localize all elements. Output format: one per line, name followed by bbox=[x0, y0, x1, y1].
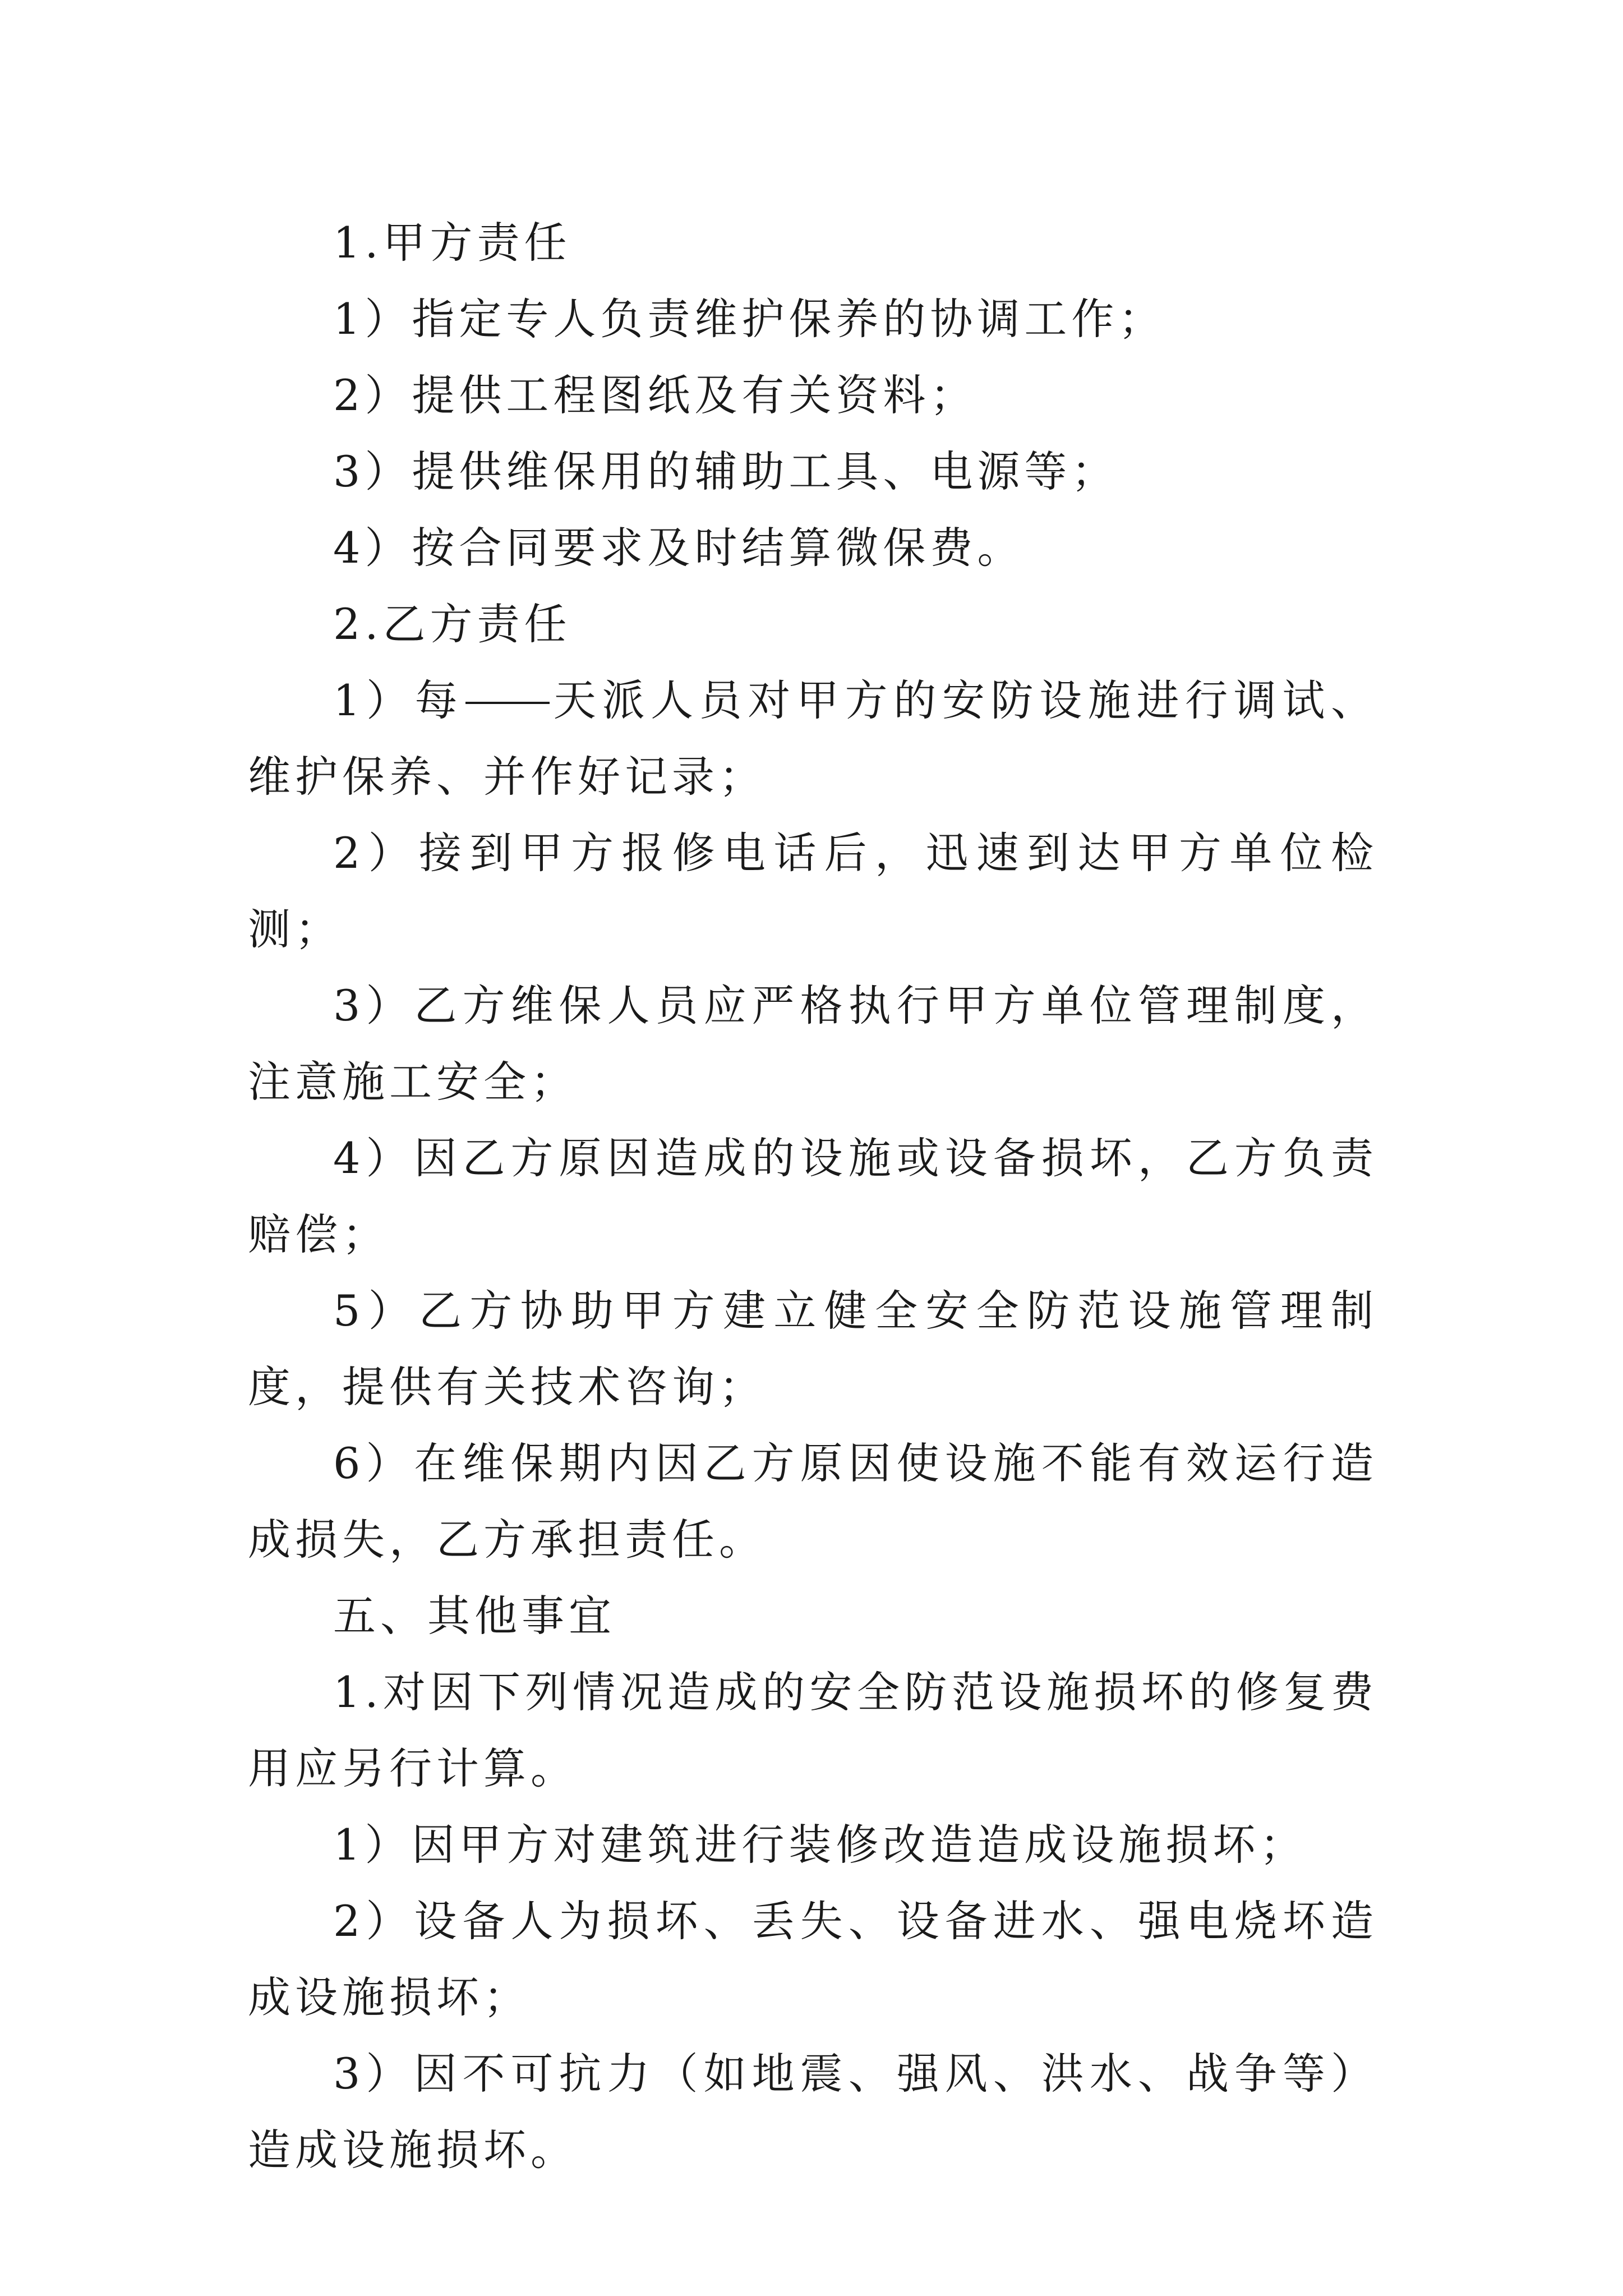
list-item: 3）因不可抗力（如地震、强风、洪水、战争等）造成设施损坏。 bbox=[248, 2049, 1378, 2175]
document-body bbox=[248, 205, 1378, 2188]
list-item: 6）在维保期内因乙方原因使设施不能有效运行造成损失，乙方承担责任。 bbox=[248, 1438, 1378, 1565]
list-item: 4）按合同要求及时结算微保费。 bbox=[333, 523, 1025, 573]
list-item: 1.对因下列情况造成的安全防范设施损坏的修复费用应另行计算。 bbox=[248, 1667, 1378, 1793]
list-item-text-before-blank: 1）每 bbox=[333, 675, 464, 725]
list-item: 1）指定专人负责维护保养的协调工作； bbox=[333, 294, 1166, 344]
list-item: 3）提供维保用的辅助工具、电源等； bbox=[333, 447, 1119, 496]
list-item: 3）乙方维保人员应严格执行甲方单位管理制度，注意施工安全； bbox=[248, 981, 1378, 1107]
list-item: 2）设备人为损坏、丢失、设备进水、强电烧坏造成设施损坏； bbox=[248, 1896, 1378, 2022]
list-item: 2）提供工程图纸及有关资料； bbox=[333, 370, 978, 420]
fill-in-blank bbox=[465, 700, 550, 704]
list-item-with-blank bbox=[248, 662, 1378, 815]
list-item: 4）因乙方原因造成的设施或设备损坏，乙方负责赔偿； bbox=[248, 1133, 1378, 1259]
section-heading-party-a: 1.甲方责任 bbox=[333, 218, 571, 268]
list-item: 2）接到甲方报修电话后，迅速到达甲方单位检测； bbox=[248, 828, 1378, 954]
section-heading-party-b: 2.乙方责任 bbox=[333, 599, 571, 649]
list-item: 5）乙方协助甲方建立健全安全防范设施管理制度，提供有关技术咨询； bbox=[248, 1286, 1378, 1412]
section-heading-other-matters: 五、其他事宜 bbox=[333, 1591, 616, 1641]
list-item-text-after-blank: 天派人员对甲方的安防设施进行调试、维护保养、并作好记录； bbox=[248, 675, 1378, 802]
list-item: 1）因甲方对建筑进行装修改造造成设施损坏； bbox=[333, 1820, 1307, 1870]
